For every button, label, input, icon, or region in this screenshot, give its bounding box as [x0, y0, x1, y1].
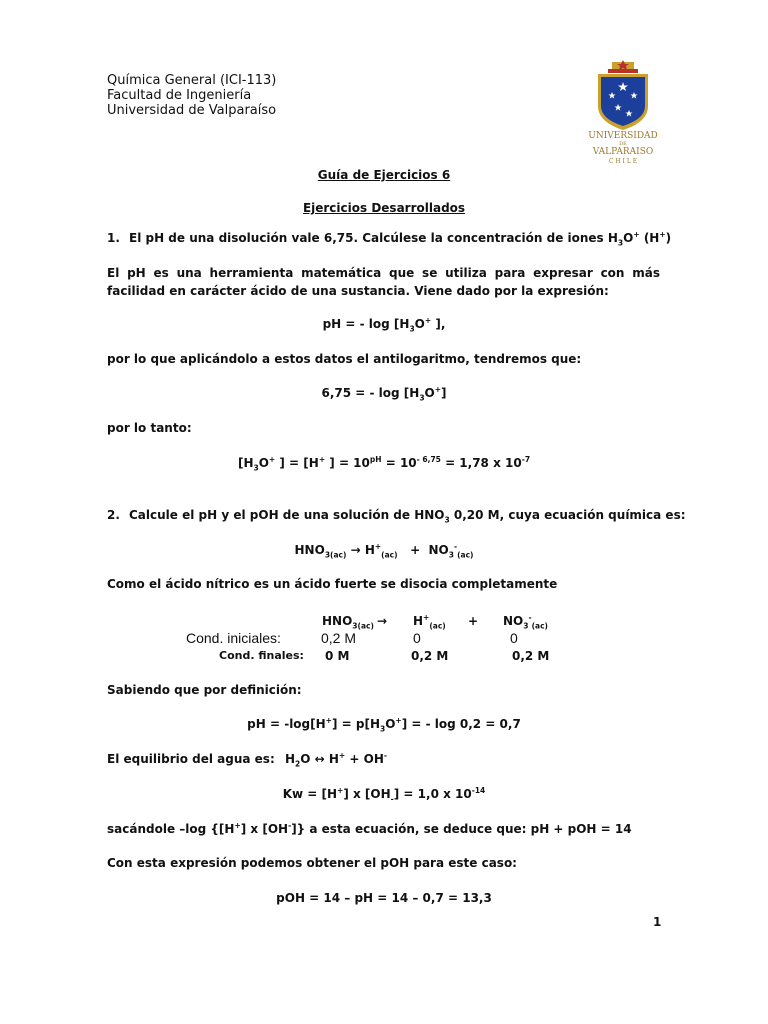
exercise-2-question: Calcule el pH y el pOH de una solución de $HNO_3$ 0,20 M, cuya ecuación química es: [129, 508, 686, 525]
exercise-2-paragraph-1: Como el ácido nítrico es un ácido fuerte se disocia completamente [107, 577, 558, 591]
table-header-plus: + [468, 614, 479, 628]
exercise-1-paragraph-3: por lo tanto: [107, 421, 192, 435]
exercise-2-paragraph-3: sacándole –log {[H+] x [OH-]} a esta ecuación, se deduce que: pH + pOH = 14 [107, 821, 632, 836]
table-header-no3: $NO_3^-_{(ac)}$ [503, 613, 548, 631]
row-initial-value-1: 0,2 M [321, 630, 357, 646]
university-logo [588, 60, 658, 166]
water-equilibrium-label: El equilibrio del agua es: [107, 752, 275, 766]
logo-text-line3: VALPARAISO [592, 147, 654, 157]
logo-text-line2: DE [619, 141, 627, 147]
exercise-1-number: 1. [107, 231, 120, 245]
exercise-2-reaction: $HNO_{3(ac)} \to H^+_{(ac)}$ + $NO_3^-_{(ac)}$ [294, 542, 474, 560]
row-initial-value-2: 0 [413, 630, 421, 646]
exercise-2-paragraph-4: Con esta expresión podemos obtener el pOH para este caso: [107, 856, 517, 870]
row-initial-value-3: 0 [510, 630, 518, 646]
exercise-1-paragraph-1: El pH es una herramienta matemática que se utiliza para expresar con más facilidad en carácter ácido de una sustancia. Viene dado por la expresión: [107, 266, 660, 298]
row-initial-label: Cond. iniciales: [186, 630, 281, 646]
exercise-2-equation-poh: pOH = 14 – pH = 14 – 0,7 = 13,3 [276, 891, 492, 905]
university-shield-icon [588, 60, 658, 166]
exercise-2-paragraph-2: Sabiendo que por definición: [107, 683, 302, 697]
page-number: 1 [653, 915, 662, 929]
university-name: Universidad de Valparaíso [107, 103, 277, 118]
logo-text-line4: C H I L E [608, 158, 638, 165]
exercise-1-question: El pH de una disolución vale 6,75. Calcúlese la concentración de iones $H_3O^+$ (H+) [129, 230, 672, 248]
exercise-1-equation-1: pH = - $\log [H_3O^+$ ], [322, 316, 446, 334]
logo-text-line1: UNIVERSIDAD [588, 131, 658, 141]
document-header [107, 73, 276, 118]
table-header-hno3: $HNO_{3(ac)}$ [322, 614, 374, 631]
document-title: Guía de Ejercicios 6 [317, 168, 451, 182]
row-final-label: Cond. finales: [219, 649, 304, 662]
exercise-2-equation-kw: Kw = [H+] x $[OH_-] = 1,0$ x $10^{-14}$ [282, 786, 486, 804]
water-equilibrium-equation: $H_2O$ ↔ H+ + OH- [285, 751, 387, 769]
faculty-name: Facultad de Ingeniería [107, 88, 252, 103]
exercise-1-equation-2: 6,75 = - $\log [H_3O^+]$ [321, 385, 447, 403]
row-final-value-2: 0,2 M [411, 649, 449, 663]
table-header-h: $H^+_{(ac)}$ [413, 613, 446, 631]
exercise-2-equation-ph: pH = $-\log[H^+] = p[H_3O^+]$ = - log 0,2 = 0,7 [247, 716, 521, 734]
exercise-2-number: 2. [107, 508, 120, 522]
table-header-arrow: → [377, 614, 388, 628]
exercise-1-paragraph-2: por lo que aplicándolo a estos datos el antilogaritmo, tendremos que: [107, 352, 582, 366]
row-final-value-3: 0,2 M [512, 649, 550, 663]
course-name: Química General (ICI-113) [107, 73, 277, 88]
row-final-value-1: 0 M [325, 649, 350, 663]
document-subtitle: Ejercicios Desarrollados [302, 201, 466, 215]
exercise-1-equation-3: [$H_3O^+$ ] = [H+ ] = $10^{pH} = 10^{- 6,75} = 1,78$ x $10^{-7}$ [237, 455, 531, 473]
